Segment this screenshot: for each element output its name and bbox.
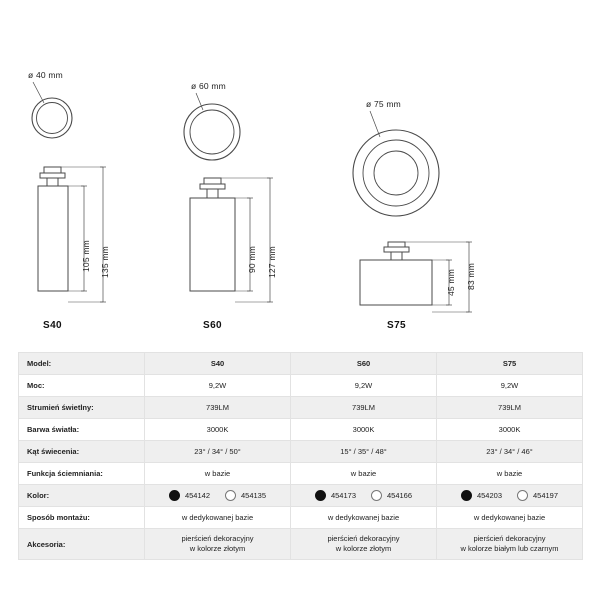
s60-model-name: S60 [203,320,222,331]
cell-model-s60: S60 [291,353,437,375]
accessory-line-2: w kolorze złotym [335,544,392,553]
specification-table [18,352,583,560]
cell-color-s60 [291,485,437,507]
cell-accessories-s75 [437,529,583,560]
cell-cct-s40: 3000K [145,419,291,441]
s60-inner-height-label: 90 mm [247,246,257,273]
row-label-color: Kolor: [19,485,145,507]
row-label-beam-angle: Kąt świecenia: [19,441,145,463]
table-row-beam-angle [19,441,583,463]
swatch-black-icon [461,490,472,501]
cell-color-s40 [145,485,291,507]
cell-mounting-s75: w dedykowanej bazie [437,507,583,529]
table-row-dimming [19,463,583,485]
accessory-line-1: pierścień dekoracyjny [327,533,400,543]
swatch-black-icon [169,490,180,501]
table-row-mounting [19,507,583,529]
swatch-white-icon [371,490,382,501]
cell-beam-s75: 23° / 34° / 46° [437,441,583,463]
row-label-accessories: Akcesoria: [19,529,145,560]
accessory-line-1: pierścień dekoracyjny [181,533,254,543]
cell-mounting-s60: w dedykowanej bazie [291,507,437,529]
s75-model-name: S75 [387,320,406,331]
s75-outer-height-label: 83 mm [466,263,476,290]
color-code-white-s60: 454166 [387,491,413,500]
cell-model-s75: S75 [437,353,583,375]
s60-outer-height-label: 127 mm [267,246,277,278]
swatch-white-icon [517,490,528,501]
cell-cct-s60: 3000K [291,419,437,441]
s60-diameter-label: ø 60 mm [191,81,226,91]
color-code-white-s40: 454135 [241,491,267,500]
row-label-color-temperature: Barwa światła: [19,419,145,441]
swatch-black-icon [315,490,326,501]
color-code-black-s40: 454142 [184,491,210,500]
accessory-line-2: w kolorze złotym [189,544,246,553]
color-code-white-s75: 454197 [533,491,559,500]
accessory-line-2: w kolorze białym lub czarnym [460,544,559,553]
cell-flux-s40: 739LM [145,397,291,419]
cell-beam-s40: 23° / 34° / 50° [145,441,291,463]
cell-mounting-s40: w dedykowanej bazie [145,507,291,529]
row-label-dimming: Funkcja ściemniania: [19,463,145,485]
cell-accessories-s40 [145,529,291,560]
cell-cct-s75: 3000K [437,419,583,441]
cell-accessories-s60 [291,529,437,560]
row-label-mounting: Sposób montażu: [19,507,145,529]
table-row-color [19,485,583,507]
table-row-luminous-flux [19,397,583,419]
cell-dimming-s60: w bazie [291,463,437,485]
cell-beam-s60: 15° / 35° / 48° [291,441,437,463]
row-label-model: Model: [19,353,145,375]
s40-diameter-label: ø 40 mm [28,70,63,80]
table-row-color-temperature [19,419,583,441]
table-row-accessories [19,529,583,560]
table-row-model [19,353,583,375]
color-code-black-s60: 454173 [330,491,356,500]
accessory-line-1: pierścień dekoracyjny [473,533,546,543]
cell-power-s75: 9,2W [437,375,583,397]
cell-power-s40: 9,2W [145,375,291,397]
cell-power-s60: 9,2W [291,375,437,397]
swatch-white-icon [225,490,236,501]
s40-inner-height-label: 105 mm [81,240,91,272]
row-label-power: Moc: [19,375,145,397]
cell-dimming-s40: w bazie [145,463,291,485]
table-row-power [19,375,583,397]
cell-dimming-s75: w bazie [437,463,583,485]
cell-flux-s75: 739LM [437,397,583,419]
row-label-luminous-flux: Strumień świetlny: [19,397,145,419]
color-code-black-s75: 454203 [476,491,502,500]
s40-outer-height-label: 135 mm [100,246,110,278]
s75-inner-height-label: 45 mm [446,269,456,296]
cell-model-s40: S40 [145,353,291,375]
cell-color-s75 [437,485,583,507]
cell-flux-s60: 739LM [291,397,437,419]
s75-diameter-label: ø 75 mm [366,99,401,109]
s40-model-name: S40 [43,320,62,331]
